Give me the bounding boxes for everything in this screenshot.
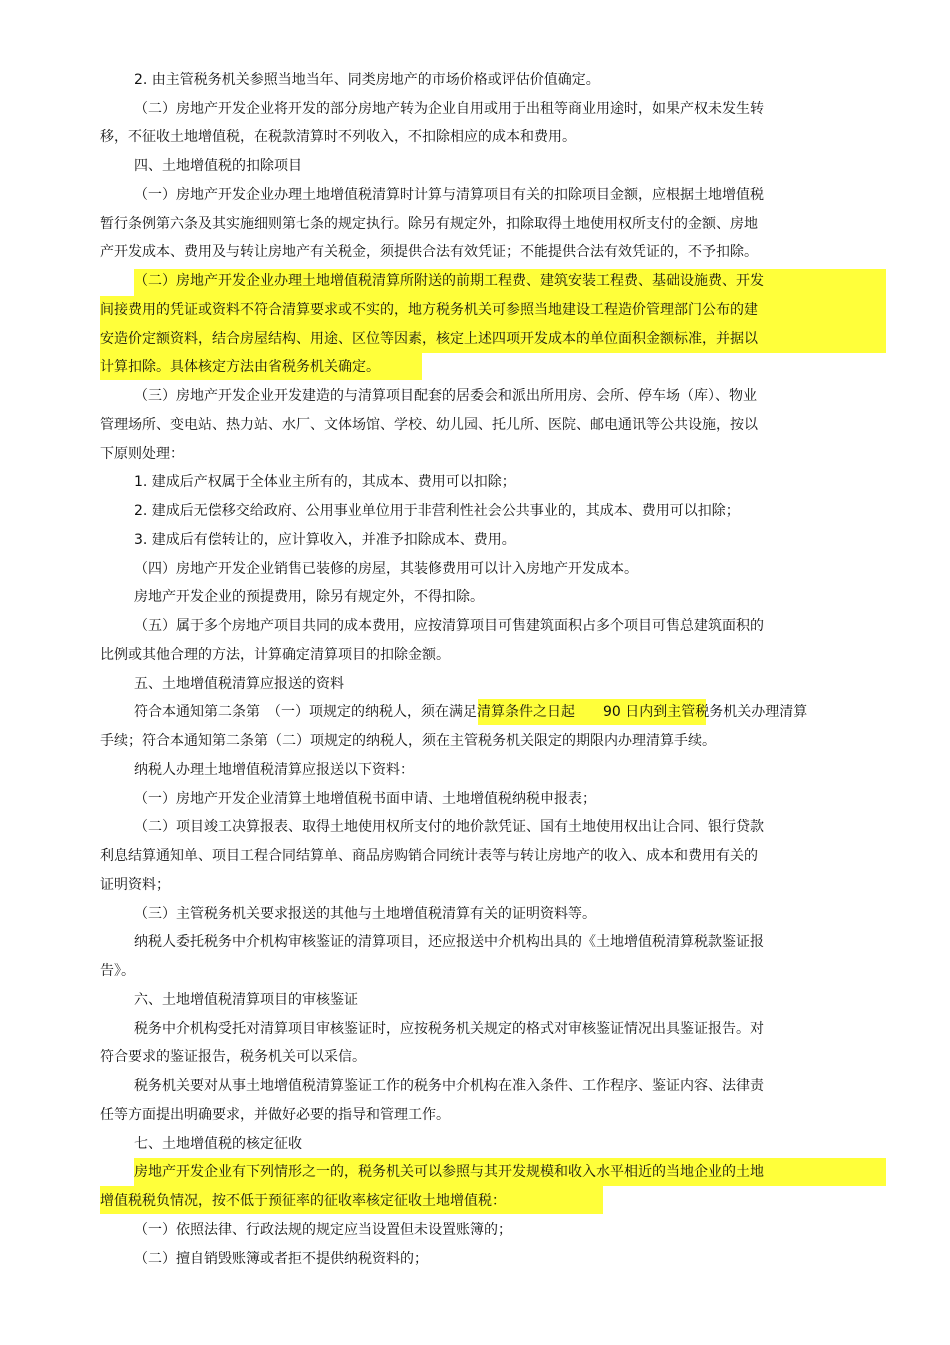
section-heading: 六、土地增值税清算项目的审核鉴证 <box>134 992 358 1008</box>
list-item: （三）主管税务机关要求报送的其他与土地增值税清算有关的证明资料等。 <box>134 906 596 922</box>
text-line: 纳税人委托税务中介机构审核鉴证的清算项目，还应报送中介机构出具的《土地增值税清算税款鉴证报 <box>134 934 764 950</box>
list-item: （一）依照法律、行政法规的规定应当设置但未设置账簿的； <box>134 1222 512 1238</box>
text-line: 手续；符合本通知第二条第（二）项规定的纳税人，须在主管税务机关限定的期限内办理清算手续。 <box>100 733 716 749</box>
highlighted-text-line: 安造价定额资料，结合房屋结构、用途、区位等因素，核定上述四项开发成本的单位面积金额标准，并据以 <box>100 331 758 347</box>
list-item: 2. 建成后无偿移交给政府、公用事业单位用于非营利性社会公共事业的，其成本、费用可以扣除； <box>134 503 740 519</box>
text-line: 管理场所、变电站、热力站、水厂、文体场馆、学校、幼儿园、托儿所、医院、邮电通讯等公共设施，按以 <box>100 417 758 433</box>
text-line: 证明资料； <box>100 877 170 893</box>
text-line: 任等方面提出明确要求，并做好必要的指导和管理工作。 <box>100 1107 450 1123</box>
list-item: 1. 建成后产权属于全体业主所有的，其成本、费用可以扣除； <box>134 474 516 490</box>
highlighted-text-line: 间接费用的凭证或资料不符合清算要求或不实的，地方税务机关可参照当地建设工程造价管理部门公布的建 <box>100 302 758 318</box>
section-heading: 七、土地增值税的核定征收 <box>134 1136 302 1152</box>
text-line: 税务中介机构受托对清算项目审核鉴证时，应按税务机关规定的格式对审核鉴证情况出具鉴证报告。对 <box>134 1021 764 1037</box>
text-line: （二）房地产开发企业将开发的部分房地产转为企业自用或用于出租等商业用途时，如果产权未发生转 <box>134 101 764 117</box>
highlighted-text-line: 增值税税负情况，按不低于预征率的征收率核定征收土地增值税： <box>100 1193 506 1209</box>
text-line: （三）房地产开发企业开发建造的与清算项目配套的居委会和派出所用房、会所、停车场（库）、物业 <box>134 388 757 404</box>
section-heading: 五、土地增值税清算应报送的资料 <box>134 676 344 692</box>
section-heading: 四、土地增值税的扣除项目 <box>134 158 302 174</box>
highlighted-text-line: （二）房地产开发企业办理土地增值税清算所附送的前期工程费、建筑安装工程费、基础设施费、开发 <box>134 273 764 289</box>
text-line: 产开发成本、费用及与转让房地产有关税金，须提供合法有效凭证；不能提供合法有效凭证的，不予扣除。 <box>100 244 758 260</box>
text-line: 暂行条例第六条及其实施细则第七条的规定执行。除另有规定外，扣除取得土地使用权所支付的金额、房地 <box>100 216 758 232</box>
highlighted-text-line: 房地产开发企业有下列情形之一的，税务机关可以参照与其开发规模和收入水平相近的当地企业的土地 <box>134 1164 764 1180</box>
text-line: （五）属于多个房地产项目共同的成本费用，应按清算项目可售建筑面积占多个项目可售总建筑面积的 <box>134 618 764 634</box>
text-line: 税务机关要对从事土地增值税清算鉴证工作的税务中介机构在准入条件、工作程序、鉴证内容、法律责 <box>134 1078 764 1094</box>
text-line: 符合本通知第二条第 （一）项规定的纳税人，须在满足清算条件之日起 90 日内到主管税务机关办理清算 <box>134 704 808 720</box>
text-line: 纳税人办理土地增值税清算应报送以下资料： <box>134 762 414 778</box>
text-line: 告》。 <box>100 963 135 979</box>
text-line: 房地产开发企业的预提费用，除另有规定外，不得扣除。 <box>134 589 484 605</box>
text-line: （一）房地产开发企业办理土地增值税清算时计算与清算项目有关的扣除项目金额，应根据土地增值税 <box>134 187 764 203</box>
list-item: （二）项目竣工决算报表、取得土地使用权所支付的地价款凭证、国有土地使用权出让合同、银行贷款 <box>134 819 764 835</box>
list-item: （一）房地产开发企业清算土地增值税书面申请、土地增值税纳税申报表； <box>134 791 596 807</box>
text-line: 利息结算通知单、项目工程合同结算单、商品房购销合同统计表等与转让房地产的收入、成本和费用有关的 <box>100 848 758 864</box>
highlighted-text-line: 计算扣除。具体核定方法由省税务机关确定。 <box>100 359 380 375</box>
text-line: 符合要求的鉴证报告，税务机关可以采信。 <box>100 1049 366 1065</box>
list-item: 3. 建成后有偿转让的，应计算收入，并准予扣除成本、费用。 <box>134 532 516 548</box>
text-line: （四）房地产开发企业销售已装修的房屋，其装修费用可以计入房地产开发成本。 <box>134 561 638 577</box>
text-line: 2. 由主管税务机关参照当地当年、同类房地产的市场价格或评估价值确定。 <box>134 72 600 88</box>
text-line: 移，不征收土地增值税，在税款清算时不列收入，不扣除相应的成本和费用。 <box>100 129 576 145</box>
list-item: （二）擅自销毁账簿或者拒不提供纳税资料的； <box>134 1251 428 1267</box>
text-line: 下原则处理： <box>100 446 184 462</box>
text-line: 比例或其他合理的方法，计算确定清算项目的扣除金额。 <box>100 647 450 663</box>
